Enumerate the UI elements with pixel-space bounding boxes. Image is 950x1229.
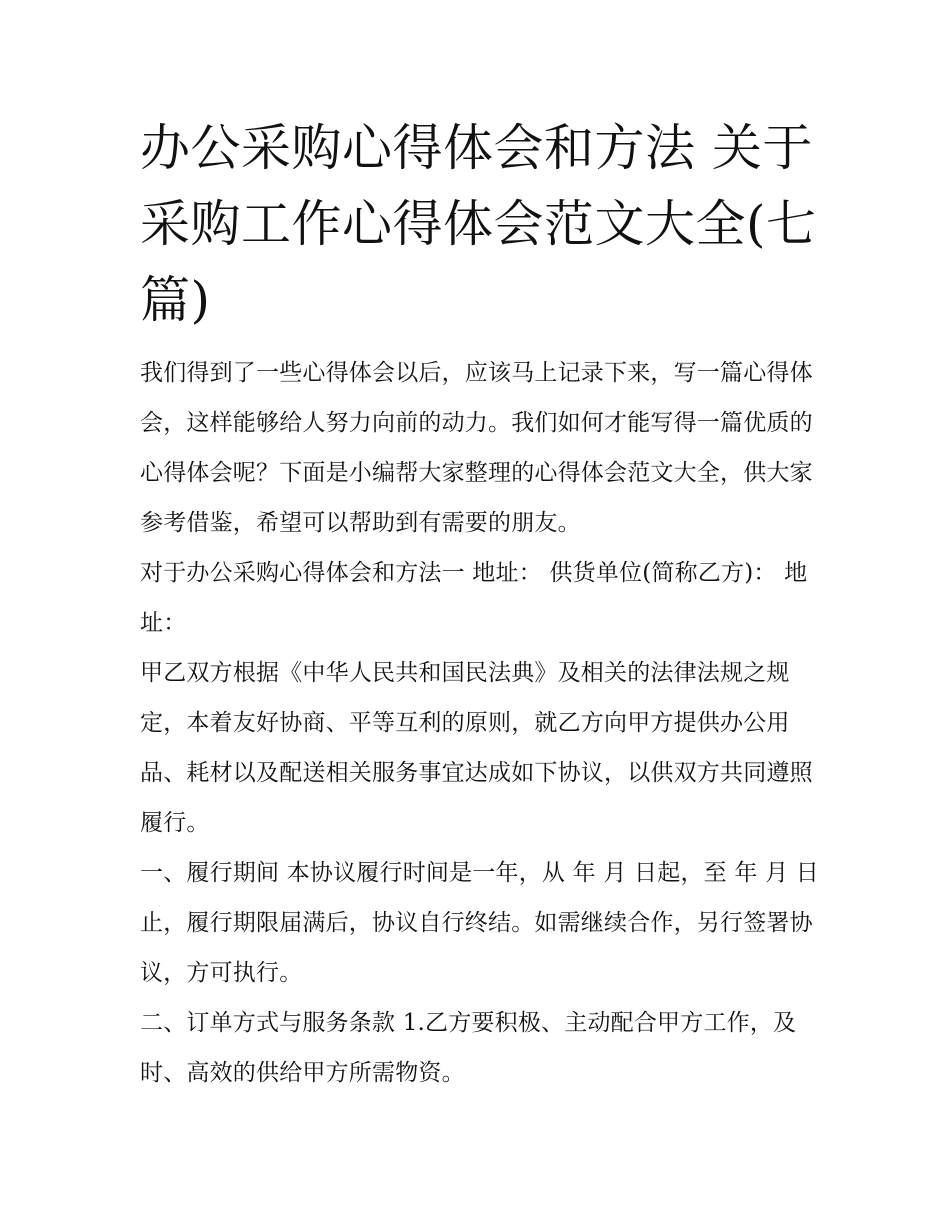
paragraph-parties: 对于办公采购心得体会和方法一 地址： 供货单位(简称乙方)： 地址： (140, 560, 808, 636)
document-title: 办公采购心得体会和方法 关于采购工作心得体会范文大全(七篇) (140, 119, 817, 329)
paragraph-term: 一、履行期间 本协议履行时间是一年，从 年 月 日起，至 年 月 日止，履行期限届满后，协议自行终结。如需继续合作，另行签署协议，方可执行。 (140, 860, 819, 986)
paragraph-intro: 我们得到了一些心得体会以后，应该马上记录下来，写一篇心得体会，这样能够给人努力向前的动力。我们如何才能写得一篇优质的心得体会呢？下面是小编帮大家整理的心得体会范文大全，供大家参考借鉴，希望可以帮助到有需要的朋友。 (140, 360, 813, 536)
paragraph-basis: 甲乙双方根据《中华人民共和国民法典》及相关的法律法规之规定，本着友好协商、平等互利的原则，就乙方向甲方提供办公用品、耗材以及配送相关服务事宜达成如下协议，以供双方共同遵照履行。 (140, 660, 813, 836)
paragraph-order-terms: 二、订单方式与服务条款 1.乙方要积极、主动配合甲方工作，及时、高效的供给甲方所需物资。 (140, 1010, 797, 1086)
